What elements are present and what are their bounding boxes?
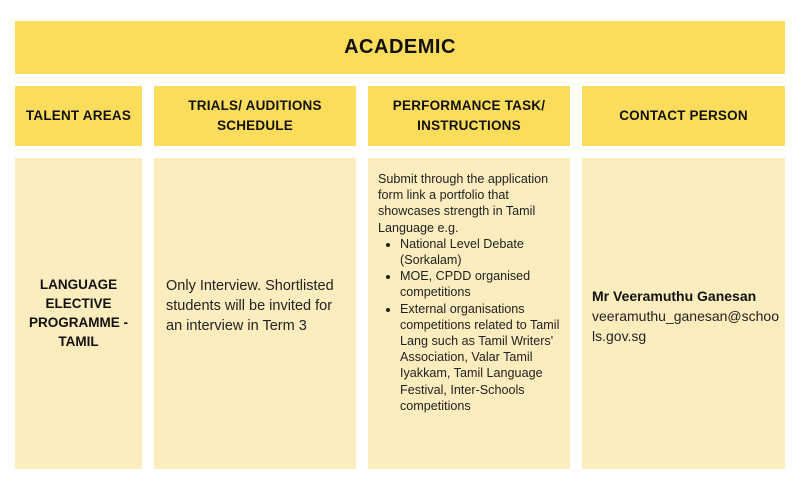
header-contact-person: CONTACT PERSON [582,86,785,146]
talent-area-cell [15,158,142,469]
header-trials-schedule: TRIALS/ AUDITIONS SCHEDULE [154,86,356,146]
task-item-external: • External organisations competitions related to Tamil Lang such as Tamil Writers' Association, Valar Tamil Iyakkam, Tamil Language Festival, Inter-Schools competitions [400,301,564,414]
task-item-moe: • MOE, CPDD organised competitions [400,268,564,300]
contact-name: Mr Veeramuthu Ganesan [592,288,757,304]
contact-text [592,286,779,346]
schedule-text: Only Interview. Shortlisted students will be invited for an interview in Term 3 [166,278,334,334]
task-item-debate: • National Level Debate (Sorkalam) [400,236,564,268]
contact-email[interactable]: veeramuthu_ganesan@schools.gov.sg [592,308,780,344]
header-performance-task: PERFORMANCE TASK/ INSTRUCTIONS [368,86,570,146]
talent-area-text: LANGUAGE ELECTIVE PROGRAMME - TAMIL [29,277,128,349]
task-list [378,236,564,414]
section-title: ACADEMIC [15,21,785,74]
header-talent-areas: TALENT AREAS [15,86,142,146]
task-text [378,171,564,414]
task-cell [368,158,570,469]
schedule-cell [154,158,356,469]
task-intro: Submit through the application form link a portfolio that showcases strength in Tamil Language e.g. [378,172,549,235]
contact-cell [582,158,785,469]
